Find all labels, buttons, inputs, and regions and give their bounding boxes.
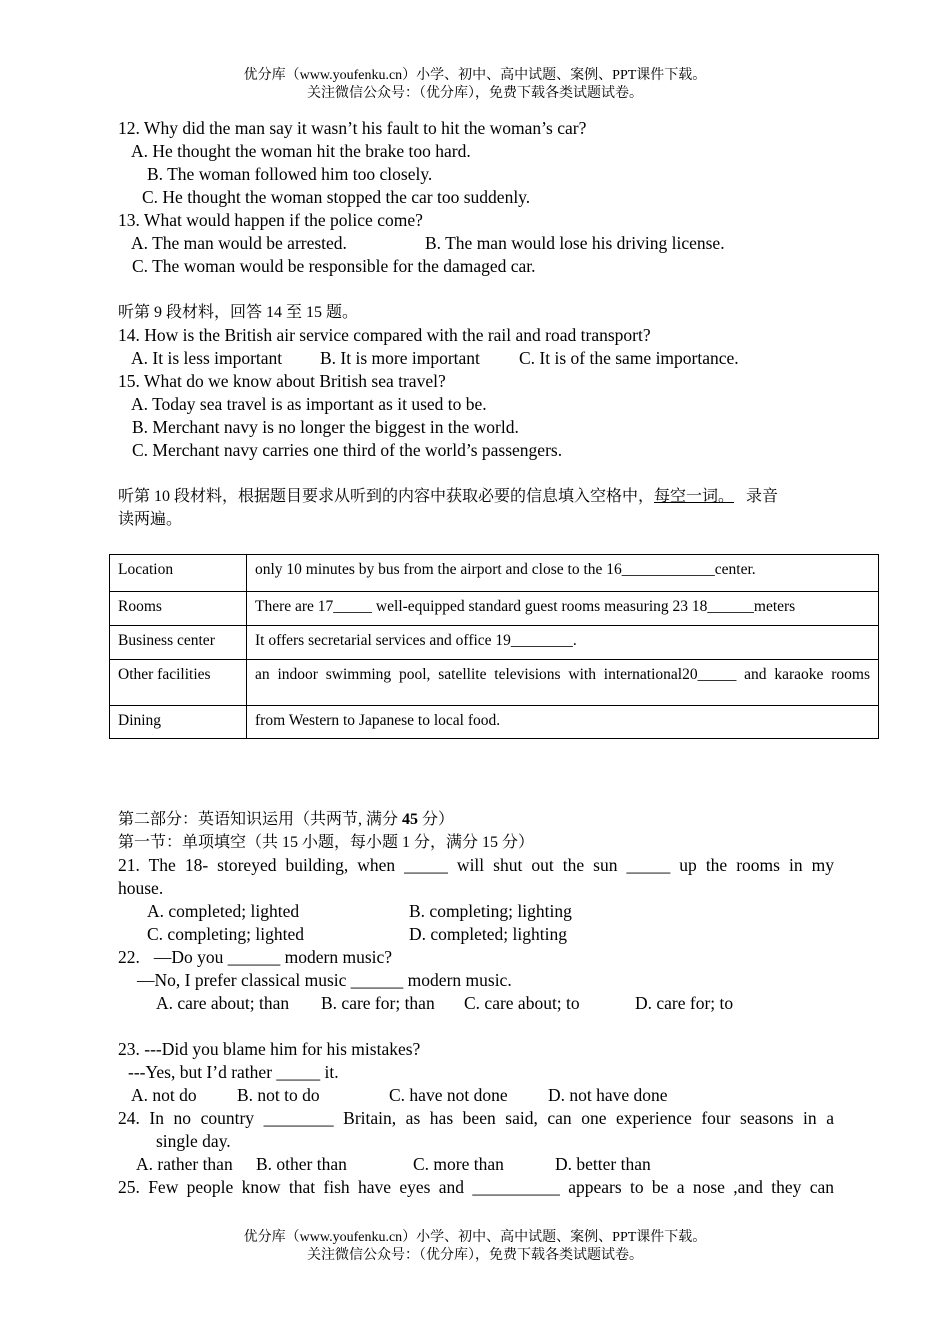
q23-option-d: D. not have done — [548, 1085, 668, 1105]
q23-stem: 23. ---Did you blame him for his mistakes? — [118, 1039, 421, 1059]
row-label: Location — [110, 555, 247, 592]
page-footer — [0, 1229, 950, 1265]
knowledge-part — [118, 808, 834, 1199]
q23-stem-cont: ---Yes, but I’d rather _____ it. — [128, 1062, 339, 1082]
q13-option-b: B. The man would lose his driving license. — [425, 233, 725, 253]
page-header — [0, 67, 950, 103]
segment-10-instruction — [118, 485, 834, 508]
q24-stem-cont: single day. — [156, 1131, 231, 1151]
footer-line-1: 优分库（www.youfenku.cn）小学、初中、高中试题、案例、PPT课件下载。 — [243, 1230, 707, 1245]
q25-stem: 25. Few people know that fish have eyes and __________ appears to be a nose ,and they can — [118, 1177, 834, 1197]
q24-option-c: C. more than — [413, 1154, 504, 1174]
row-value: from Western to Japanese to local food. — [247, 706, 879, 739]
q24-options-row — [118, 1153, 834, 1176]
q22-stem — [118, 946, 834, 969]
q22-stem-cont: —No, I prefer classical music ______ modern music. — [137, 970, 512, 990]
q15-option-c: C. Merchant navy carries one third of the world’s passengers. — [132, 440, 563, 460]
q15-option-a: A. Today sea travel is as important as it used to be. — [131, 394, 487, 414]
table-row — [110, 706, 879, 739]
segment-10-text: 听第 10 段材料，根据题目要求从听到的内容中获取必要的信息填入空格中， — [118, 488, 655, 505]
table-row — [110, 555, 879, 592]
q13-option-c: C. The woman would be responsible for the damaged car. — [132, 256, 536, 276]
q22-options-row — [118, 992, 834, 1015]
table-row — [110, 660, 879, 706]
q23-option-c: C. have not done — [389, 1085, 508, 1105]
q12-option-c: C. He thought the woman stopped the car too suddenly. — [142, 187, 531, 207]
q24-option-d: D. better than — [555, 1154, 651, 1174]
row-value — [247, 660, 879, 706]
segment-9-instruction: 听第 9 段材料，回答 14 至 15 题。 — [118, 304, 359, 321]
row-value: There are 17_____ well-equipped standard guest rooms measuring 23 18______meters — [247, 592, 879, 626]
q23-options-row — [118, 1084, 834, 1107]
q15-option-b: B. Merchant navy is no longer the biggest in the world. — [132, 417, 519, 437]
q13-stem: 13. What would happen if the police come? — [118, 210, 423, 230]
table-row — [110, 592, 879, 626]
q23-option-a: A. not do — [131, 1085, 197, 1105]
header-line-2: 关注微信公众号：（优分库），免费下载各类试题试卷。 — [307, 86, 643, 101]
part2-title — [118, 808, 834, 831]
q21-option-c: C. completing; lighted — [147, 924, 304, 944]
q22-option-d: D. care for; to — [635, 993, 734, 1013]
q13-options-row — [118, 232, 834, 255]
q24-option-b: B. other than — [256, 1154, 347, 1174]
header-line-1: 优分库（www.youfenku.cn）小学、初中、高中试题、案例、PPT课件下载。 — [243, 68, 707, 83]
q24-stem: 24. In no country ________ Britain, as has been said, can one experience four seasons in a — [118, 1108, 834, 1128]
q14-option-a: A. It is less important — [131, 348, 283, 368]
row-value: It offers secretarial services and office 19________. — [247, 626, 879, 660]
table-row — [110, 626, 879, 660]
facilities-text: an indoor swimming pool, satellite televisions with international20_____ and karaoke rooms — [255, 666, 870, 683]
row-value: only 10 minutes by bus from the airport and close to the 16____________center. — [247, 555, 879, 592]
q22-option-c: C. care about; to — [464, 993, 580, 1013]
q21-option-a: A. completed; lighted — [147, 901, 300, 921]
q22-option-a: A. care about; than — [156, 993, 290, 1013]
segment-10-tail: 录音 — [746, 488, 779, 505]
q24-option-a: A. rather than — [136, 1154, 233, 1174]
q12-option-b: B. The woman followed him too closely. — [147, 164, 433, 184]
segment-10-instruction-line2: 读两遍。 — [118, 511, 183, 528]
q21-options-row-2 — [118, 923, 834, 946]
listening-part — [118, 117, 834, 531]
row-label: Business center — [110, 626, 247, 660]
q14-stem: 14. How is the British air service compared with the rail and road transport? — [118, 325, 651, 345]
q21-stem-cont: house. — [118, 878, 164, 898]
part2-title-score: 45 — [402, 811, 419, 828]
q21-stem: 21. The 18- storeyed building, when _____ will shut out the sun _____ up the rooms in my — [118, 855, 834, 875]
q22-stem-text: —Do you ______ modern music? — [153, 947, 393, 967]
q14-options-row — [118, 347, 834, 370]
q15-stem: 15. What do we know about British sea travel? — [118, 371, 446, 391]
q12-option-a: A. He thought the woman hit the brake too hard. — [131, 141, 471, 161]
q21-options-row-1 — [118, 900, 834, 923]
q23-option-b: B. not to do — [237, 1085, 320, 1105]
row-label: Dining — [110, 706, 247, 739]
row-label: Other facilities — [110, 660, 247, 706]
hotel-info-table — [109, 554, 879, 739]
row-label: Rooms — [110, 592, 247, 626]
q21-option-b: B. completing; lighting — [409, 901, 572, 921]
q14-option-b: B. It is more important — [320, 348, 480, 368]
q14-option-c: C. It is of the same importance. — [519, 348, 739, 368]
q13-option-a: A. The man would be arrested. — [131, 233, 347, 253]
q22-number: 22. — [118, 947, 140, 967]
part2-title-text: 第二部分：英语知识运用（共两节, 满分 — [118, 811, 403, 828]
part2-title-end: 分） — [418, 811, 455, 828]
footer-line-2: 关注微信公众号：（优分库），免费下载各类试题试卷。 — [307, 1248, 643, 1263]
segment-10-underlined: 每空一词。 — [654, 488, 735, 505]
q21-option-d: D. completed; lighting — [409, 924, 567, 944]
section1-title: 第一节：单项填空（共 15 小题，每小题 1 分，满分 15 分） — [118, 834, 535, 851]
q12-stem: 12. Why did the man say it wasn’t his fault to hit the woman’s car? — [118, 118, 587, 138]
q22-option-b: B. care for; than — [321, 993, 435, 1013]
